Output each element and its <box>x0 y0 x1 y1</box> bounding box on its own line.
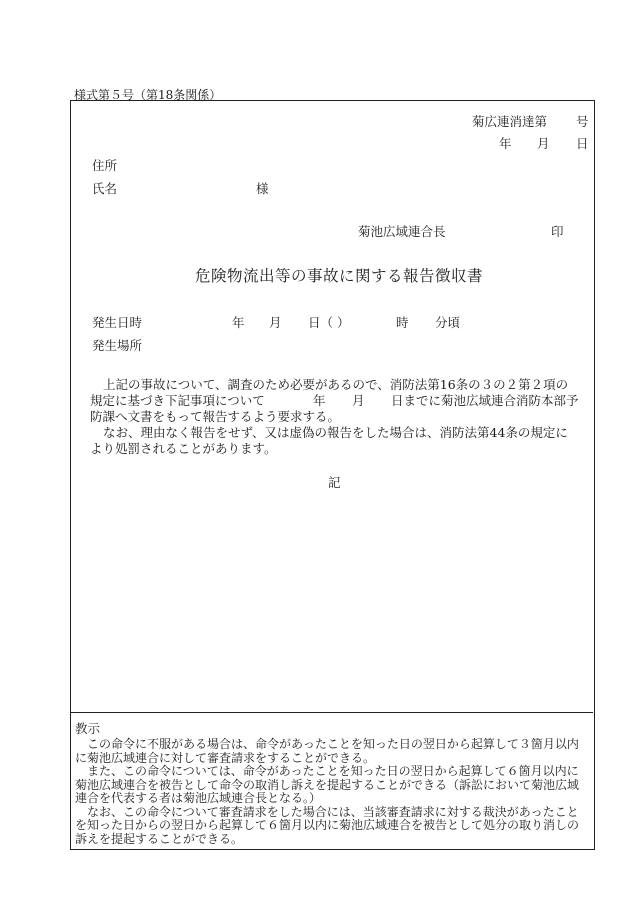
doc-number-prefix: 菊広連消達第 <box>472 114 548 129</box>
form-number: 様式第５号（第18条関係） <box>74 88 222 102</box>
name-label: 氏名 <box>92 181 118 196</box>
occurrence-year: 年 <box>232 315 245 330</box>
occurrence-datetime-label: 発生日時 <box>92 315 143 330</box>
occurrence-day: 日（ ） <box>308 315 350 330</box>
body-line-1: 上記の事故について、調査のため必要があるので、消防法第16条の３の２第２項の <box>103 377 569 392</box>
occurrence-month: 月 <box>269 315 282 330</box>
body-line-4: なお、理由なく報告をせず、又は虚偽の報告をした場合は、消防法第44条の規定に <box>103 425 568 440</box>
honorific: 様 <box>256 181 269 196</box>
body-line-2b: 年 <box>313 393 326 408</box>
notice-paragraph-2: また、この命令については、命令があったことを知った日の翌日から起算して６箇月以内に菊池広域連合を被告として命令の取消し訴えを提起することができる（訴訟において菊池広域連合を代表する者は菊池広域連合長となる。） <box>75 764 580 805</box>
notice-paragraph-3: なお、この命令について審査請求をした場合には、当該審査請求に対する裁決があったことを知った日からの翌日から起算して６箇月以内に菊池広域連合を被告として処分の取り消しの訴えを提起することができる。 <box>75 804 580 846</box>
doc-number-suffix: 号 <box>576 114 589 129</box>
notice-heading: 教示 <box>75 721 101 736</box>
date-month: 月 <box>537 136 550 151</box>
body-line-3: 防課へ文書をもって報告するよう要求する。 <box>90 409 341 424</box>
document-title: 危険物流出等の事故に関する報告徴収書 <box>195 267 484 285</box>
ki-label: 記 <box>328 475 341 490</box>
issuer-title: 菊池広域連合長 <box>358 224 446 239</box>
occurrence-minute: 分頃 <box>435 315 461 330</box>
body-line-2d: 日までに菊池広域連合消防本部予 <box>391 393 579 408</box>
date-year: 年 <box>499 136 512 151</box>
address-label: 住所 <box>92 158 118 173</box>
body-line-2a: 規定に基づき下記事項について <box>90 393 265 408</box>
notice-body <box>75 738 589 846</box>
notice-divider <box>70 712 593 713</box>
seal-mark: 印 <box>551 224 564 239</box>
date-day: 日 <box>576 136 589 151</box>
occurrence-place-label: 発生場所 <box>92 338 143 353</box>
occurrence-hour: 時 <box>396 315 409 330</box>
notice-paragraph-1: この命令に不服がある場合は、命令があったことを知った日の翌日から起算して３箇月以内に菊池広域連合に対して審査請求をすることができる。 <box>75 737 579 765</box>
body-line-2c: 月 <box>352 393 365 408</box>
body-line-5: より処罰されることがあります。 <box>90 441 277 456</box>
